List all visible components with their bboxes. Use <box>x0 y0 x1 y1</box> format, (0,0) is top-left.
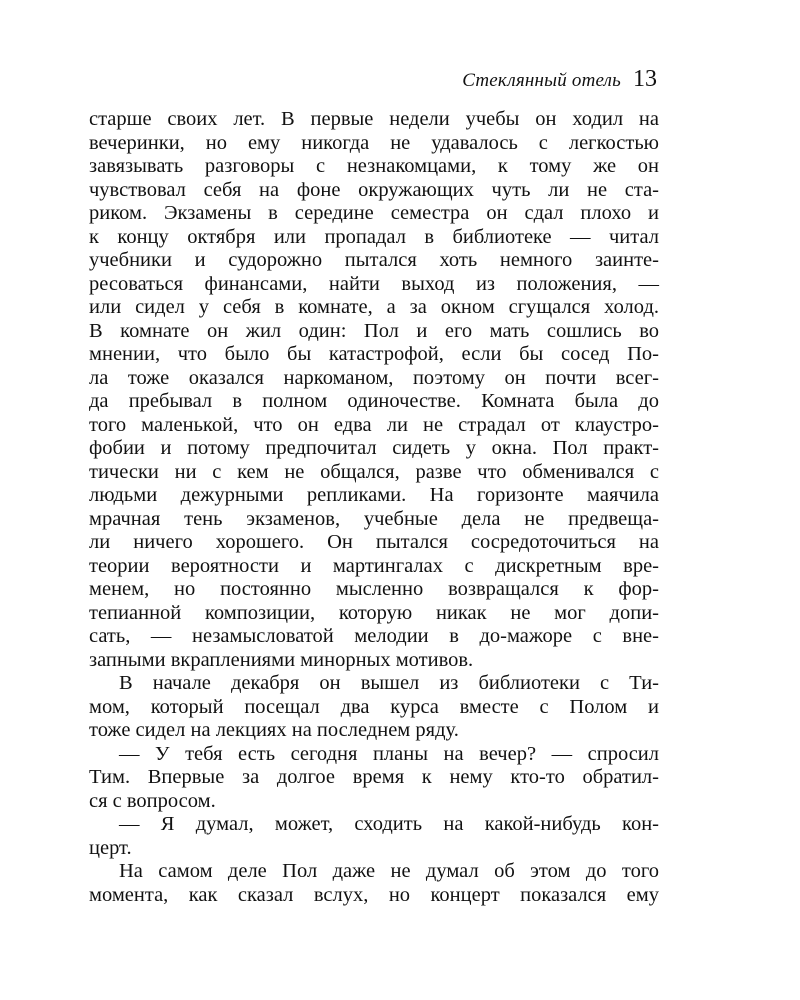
text-line: менем, но постоянно мысленно возвращался к фор- <box>89 578 659 600</box>
text-line: тепианной композиции, которую никак не мог допи- <box>89 601 659 624</box>
text-line: В комнате он жил один: Пол и его мать сошлись во <box>89 319 659 342</box>
text-line: мом, который посещал два курса вместе с Полом и <box>89 695 659 718</box>
text-line: старше своих лет. В первые недели учебы он ходил на <box>89 108 659 130</box>
text-line: Тим. Впервые за долгое время к нему кто-то обратил- <box>89 766 659 788</box>
page-number: 13 <box>633 66 657 92</box>
text-line: учебники и судорожно пытался хоть немного заинте- <box>89 249 659 271</box>
running-title: Стеклянный отель <box>462 70 621 91</box>
text-line: ла тоже оказался наркоманом, поэтому он почти всег- <box>89 366 659 389</box>
text-line: В начале декабря он вышел из библиотеки с Ти- <box>119 672 659 694</box>
text-line: — У тебя есть сегодня планы на вечер? — спросил <box>119 742 659 765</box>
text-line: тоже сидел на лекциях на последнем ряду. <box>89 719 459 741</box>
text-line: ся с вопросом. <box>89 789 216 812</box>
text-line: ресоваться финансами, найти выход из положения, — <box>89 272 659 295</box>
text-line: — Я думал, может, сходить на какой-нибудь кон- <box>119 813 659 835</box>
text-line: сать, — незамысловатой мелодии в до-мажоре с вне- <box>89 625 659 647</box>
text-line: мрачная тень экзаменов, учебные дела не предвеща- <box>89 507 659 530</box>
text-line: ли ничего хорошего. Он пытался сосредоточиться на <box>89 531 659 553</box>
text-line: мнении, что было бы катастрофой, если бы сосед По- <box>89 343 659 365</box>
text-line: завязывать разговоры с незнакомцами, к тому же он <box>89 155 659 177</box>
text-line: да пребывал в полном одиночестве. Комната была до <box>89 390 659 412</box>
text-line: теории вероятности и мартингалах с дискретным вре- <box>89 554 659 577</box>
text-line: людьми дежурными репликами. На горизонте маячила <box>89 484 659 506</box>
text-line: тически ни с кем не общался, разве что обменивался с <box>89 460 659 483</box>
text-line: того маленькой, что он едва ли не страдал от клаустро- <box>89 413 659 436</box>
text-line: фобии и потому предпочитал сидеть у окна. Пол практ- <box>89 437 659 459</box>
text-line: запными вкраплениями минорных мотивов. <box>89 648 474 671</box>
text-line: момента, как сказал вслух, но концерт показался ему <box>89 883 659 906</box>
text-line: чувствовал себя на фоне окружающих чуть ли не ста- <box>89 178 659 201</box>
body-text <box>89 108 659 907</box>
text-line: к концу октября или пропадал в библиотеке — читал <box>89 225 659 248</box>
text-line: риком. Экзамены в середине семестра он сдал плохо и <box>89 202 659 224</box>
running-head <box>462 66 657 93</box>
text-line: церт. <box>89 836 132 859</box>
text-line: или сидел у себя в комнате, а за окном сгущался холод. <box>89 296 659 318</box>
text-line: вечеринки, но ему никогда не удавалось с легкостью <box>89 131 659 154</box>
text-line: На самом деле Пол даже не думал об этом до того <box>119 860 659 882</box>
